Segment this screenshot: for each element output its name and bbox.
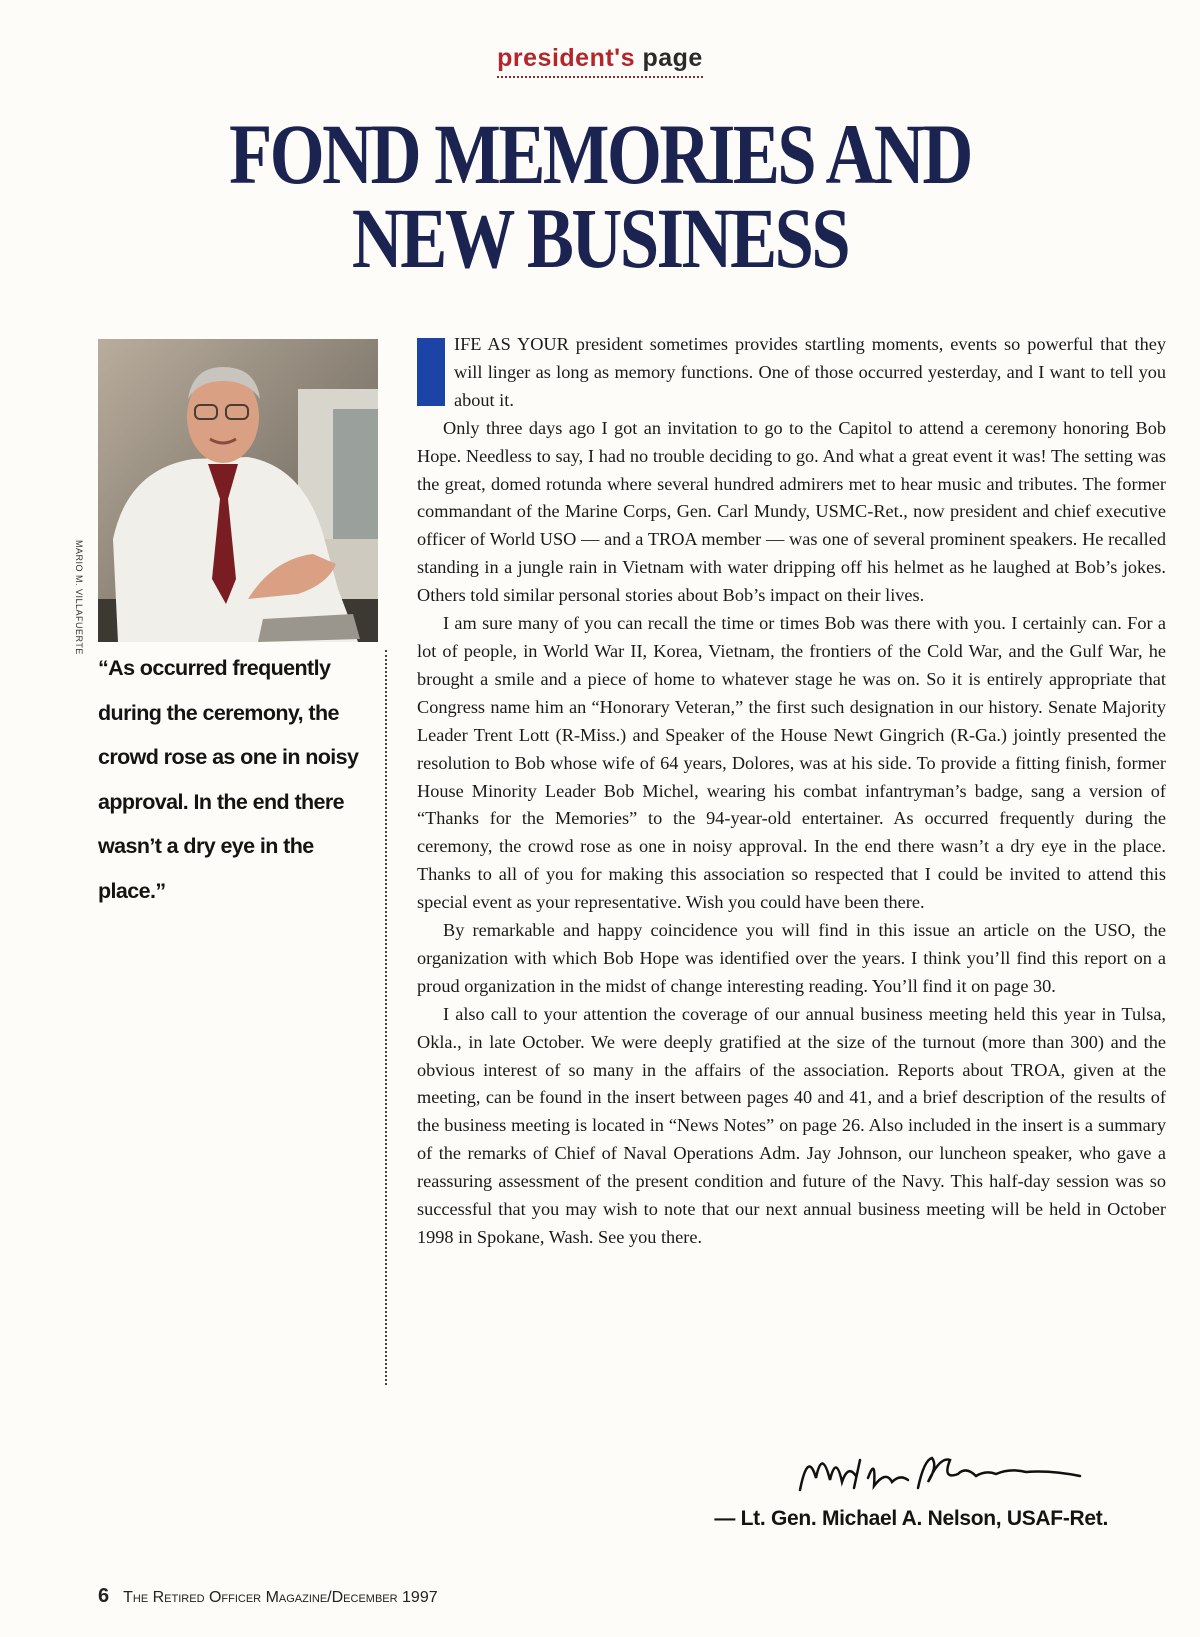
publication-info: The Retired Officer Magazine/December 1997 [123, 1589, 438, 1606]
page-title-line-2: NEW BUSINESS [351, 190, 849, 286]
page-title [108, 106, 1092, 286]
page-footer [98, 1585, 438, 1608]
article-paragraph: I am sure many of you can recall the time or times Bob was there with you. I certainly can. For a lot of people, in World War II, Korea, Vietnam, the frontiers of the Cold War, and the Gulf War, he brought a smile and a piece of home to whatever stage he was on. So it is entirely appropriate that Congress name him an “Honorary Veteran,” the first such designation in our history. Senate Majority Leader Trent Lott (R-Miss.) and Speaker of the House Newt Gingrich (R-Ga.) jointly presented the resolution to Bob whose wife of 64 years, Dolores, was at his side. To provide a fitting finish, former House Minority Leader Bob Michel, wearing his combat infantryman’s badge, sang a version of “Thanks for the Memories” to the 94-year-old entertainer. As occurred frequently during the ceremony, the crowd rose as one in noisy approval. In the end there wasn’t a dry eye in the place. Thanks to all of you for making this association so respected that I could be invited to attend this special event as your representative. Wish you could have been there. [417, 613, 1166, 913]
paragraph-text: president sometimes provides startling moments, events so powerful that they will linger as long as memory functions. One of those occurred yesterday, and I want to tell you about it. [454, 334, 1167, 410]
article-paragraph: Only three days ago I got an invitation to go to the Capitol to attend a ceremony honoring Bob Hope. Needless to say, I had no trouble deciding to go. And what a great event it was! The setting was the great, domed rotunda where several hundred admirers met to hear music and tributes. The former commandant of the Marine Corps, Gen. Carl Mundy, USMC-Ret., now president and chief executive officer of World USO — and a TROA member — was one of several prominent speakers. He recalled standing in a jungle rain in Vietnam with water dripping off his helmet as he laughed at Bob’s jokes. Others told similar personal stories about Bob’s impact on their lives. [417, 417, 1166, 606]
page-number: 6 [98, 1585, 110, 1607]
column-divider [385, 650, 387, 1385]
article-paragraph: I also call to your attention the coverage of our annual business meeting held this year in Tulsa, Okla., in late October. We were deeply gratified at the size of the turnout (more than 300) and the obvious interest of so many in the affairs of the association. Reports about TROA, given at the meeting, can be found in the insert between pages 40 and 41, and a brief description of the results of the business meeting is located in “News Notes” on page 26. Also included in the insert is a summary of the remarks of Chief of Naval Operations Adm. Jay Johnson, our luncheon speaker, who gave a reassuring assessment of the present condition and future of the Navy. This half-day session was so successful that you may wish to note that our next annual business meeting will be held in October 1998 in Spokane, Wash. See you there. [417, 1003, 1166, 1247]
handwritten-signature [790, 1430, 1090, 1510]
section-label-page: page [642, 44, 703, 72]
author-name: — Lt. Gen. Michael A. Nelson, USAF-Ret. [714, 1507, 1108, 1530]
article-paragraph [417, 331, 1166, 415]
lead-in: IFE AS YOUR [454, 334, 569, 354]
section-label-president: president's [497, 44, 636, 72]
article-paragraph: By remarkable and happy coincidence you will find in this issue an article on the USO, the organization with which Bob Hope was identified over the years. I think you’ll find this report on a proud organization in the midst of change interesting reading. You’ll find it on page 30. [417, 920, 1166, 996]
page-title-line-1: FOND MEMORIES AND [229, 106, 971, 202]
president-photo [98, 339, 378, 642]
article-body [417, 331, 1166, 1252]
photo-credit: MARIO M. VILLAFUERTE [74, 540, 84, 655]
section-label [0, 44, 1200, 78]
pull-quote: “As occurred frequently during the ceremony, the crowd rose as one in noisy approval. In the end there wasn’t a dry eye in the place.” [98, 656, 359, 903]
drop-cap [417, 338, 445, 406]
